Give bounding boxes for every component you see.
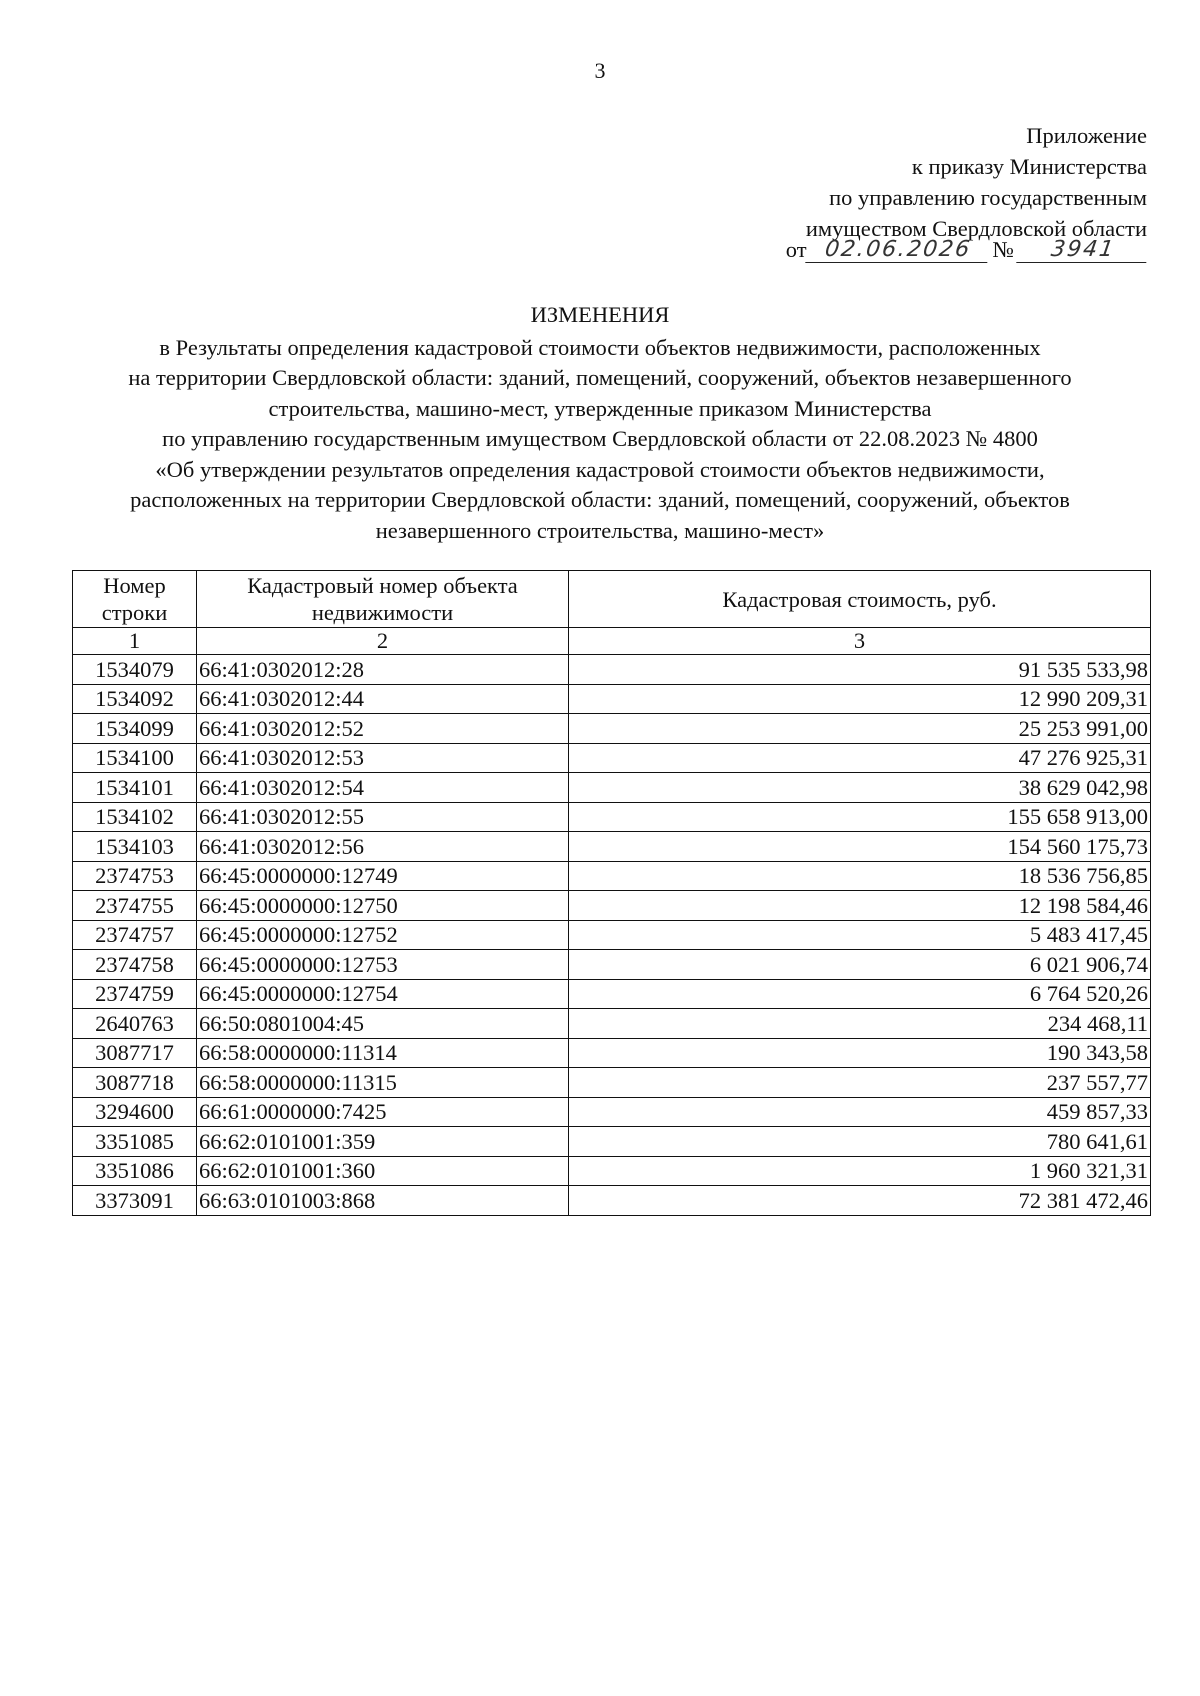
cadastral-cost-cell: 91 535 533,98 (569, 655, 1151, 685)
cadastral-cost-cell: 154 560 175,73 (569, 832, 1151, 862)
table-body (73, 655, 1151, 1216)
table-row (73, 979, 1151, 1009)
row-number-cell: 3087717 (73, 1038, 197, 1068)
cadastral-number-cell: 66:58:0000000:11315 (197, 1068, 569, 1098)
row-number-cell: 3294600 (73, 1097, 197, 1127)
table-row (73, 1097, 1151, 1127)
table-row (73, 1038, 1151, 1068)
document-heading: ИЗМЕНЕНИЯ (530, 302, 670, 327)
table-row (73, 773, 1151, 803)
cadastral-number-cell: 66:62:0101001:359 (197, 1127, 569, 1157)
row-number-cell: 1534092 (73, 684, 197, 714)
table-row (73, 1009, 1151, 1039)
row-number-cell: 2374758 (73, 950, 197, 980)
order-date-number-line (786, 237, 1148, 263)
cadastral-cost-cell: 12 990 209,31 (569, 684, 1151, 714)
header-cadastral-cost: Кадастровая стоимость, руб. (569, 571, 1151, 628)
cadastral-number-cell: 66:62:0101001:360 (197, 1156, 569, 1186)
cadastral-number-cell: 66:45:0000000:12752 (197, 920, 569, 950)
row-number-cell: 1534101 (73, 773, 197, 803)
date-prefix: от (785, 237, 807, 262)
column-number: 1 (73, 628, 197, 655)
handwritten-number: 3941 (1016, 238, 1150, 263)
title-line: расположенных на территории Свердловской области: зданий, помещений, сооружений, объектов (130, 487, 1070, 512)
table-row (73, 891, 1151, 921)
cadastral-number-cell: 66:45:0000000:12749 (197, 861, 569, 891)
table-row (73, 1068, 1151, 1098)
row-number-cell: 1534079 (73, 655, 197, 685)
cadastral-number-cell: 66:41:0302012:56 (197, 832, 569, 862)
appendix-line: Приложение (1026, 123, 1147, 148)
cadastral-cost-cell: 38 629 042,98 (569, 773, 1151, 803)
cadastral-cost-cell: 234 468,11 (569, 1009, 1151, 1039)
cadastral-number-cell: 66:45:0000000:12750 (197, 891, 569, 921)
cadastral-cost-cell: 5 483 417,45 (569, 920, 1151, 950)
row-number-cell: 1534100 (73, 743, 197, 773)
title-line: по управлению государственным имуществом Свердловской области от 22.08.2023 № 4800 (162, 426, 1038, 451)
row-number-cell: 1534099 (73, 714, 197, 744)
handwritten-date: 02.06.2026 (805, 238, 991, 263)
header-row-number: Номер строки (73, 571, 197, 628)
row-number-cell: 3351085 (73, 1127, 197, 1157)
cadastral-number-cell: 66:41:0302012:54 (197, 773, 569, 803)
column-number: 3 (569, 628, 1151, 655)
table-row (73, 743, 1151, 773)
header-cadastral-number: Кадастровый номер объекта недвижимости (197, 571, 569, 628)
row-number-cell: 1534102 (73, 802, 197, 832)
table-row (73, 714, 1151, 744)
cadastral-number-cell: 66:61:0000000:7425 (197, 1097, 569, 1127)
cadastral-number-cell: 66:45:0000000:12754 (197, 979, 569, 1009)
cadastral-cost-cell: 12 198 584,46 (569, 891, 1151, 921)
title-line: в Результаты определения кадастровой стоимости объектов недвижимости, расположенных (159, 334, 1041, 360)
column-number: 2 (197, 628, 569, 655)
cadastral-cost-cell: 155 658 913,00 (569, 802, 1151, 832)
table-row (73, 684, 1151, 714)
row-number-cell: 2374753 (73, 861, 197, 891)
cadastral-cost-cell: 459 857,33 (569, 1097, 1151, 1127)
table-row (73, 655, 1151, 685)
title-line: строительства, машино-мест, утвержденные приказом Министерства (268, 395, 932, 421)
title-line: на территории Свердловской области: зданий, помещений, сооружений, объектов незавершенного (128, 365, 1072, 390)
table-row (73, 802, 1151, 832)
cadastral-cost-cell: 190 343,58 (569, 1038, 1151, 1068)
cadastral-number-cell: 66:41:0302012:53 (197, 743, 569, 773)
cadastral-cost-cell: 25 253 991,00 (569, 714, 1151, 744)
cadastral-cost-cell: 72 381 472,46 (569, 1186, 1151, 1216)
page-number: 3 (594, 58, 606, 83)
row-number-cell: 2374755 (73, 891, 197, 921)
table-row (73, 861, 1151, 891)
cadastral-cost-cell: 47 276 925,31 (569, 743, 1151, 773)
table-row (73, 832, 1151, 862)
table-row (73, 950, 1151, 980)
cadastral-number-cell: 66:41:0302012:52 (197, 714, 569, 744)
row-number-cell: 2640763 (73, 1009, 197, 1039)
title-line: «Об утверждении результатов определения кадастровой стоимости объектов недвижимости, (155, 456, 1045, 482)
cadastral-value-table (72, 570, 1151, 1216)
table-row (73, 1156, 1151, 1186)
cadastral-number-cell: 66:41:0302012:55 (197, 802, 569, 832)
appendix-line: по управлению государственным (829, 185, 1147, 210)
column-number-row (73, 628, 1151, 655)
title-line: незавершенного строительства, машино-мест» (375, 517, 825, 543)
appendix-line: к приказу Министерства (911, 154, 1147, 179)
cadastral-cost-cell: 18 536 756,85 (569, 861, 1151, 891)
cadastral-cost-cell: 6 764 520,26 (569, 979, 1151, 1009)
document-title-block (60, 300, 1140, 546)
row-number-cell: 1534103 (73, 832, 197, 862)
cadastral-number-cell: 66:63:0101003:868 (197, 1186, 569, 1216)
cadastral-cost-cell: 237 557,77 (569, 1068, 1151, 1098)
appendix-block (806, 120, 1147, 244)
row-number-cell: 3087718 (73, 1068, 197, 1098)
cadastral-number-cell: 66:41:0302012:28 (197, 655, 569, 685)
cadastral-number-cell: 66:50:0801004:45 (197, 1009, 569, 1039)
row-number-cell: 2374757 (73, 920, 197, 950)
table-row (73, 1127, 1151, 1157)
cadastral-cost-cell: 1 960 321,31 (569, 1156, 1151, 1186)
cadastral-cost-cell: 6 021 906,74 (569, 950, 1151, 980)
row-number-cell: 2374759 (73, 979, 197, 1009)
number-sign: № (992, 237, 1014, 262)
table-row (73, 1186, 1151, 1216)
table-header-row (73, 571, 1151, 628)
table-row (73, 920, 1151, 950)
cadastral-number-cell: 66:58:0000000:11314 (197, 1038, 569, 1068)
row-number-cell: 3351086 (73, 1156, 197, 1186)
appendix-line: имуществом Свердловской области (805, 216, 1147, 241)
row-number-cell: 3373091 (73, 1186, 197, 1216)
cadastral-cost-cell: 780 641,61 (569, 1127, 1151, 1157)
cadastral-number-cell: 66:41:0302012:44 (197, 684, 569, 714)
cadastral-number-cell: 66:45:0000000:12753 (197, 950, 569, 980)
